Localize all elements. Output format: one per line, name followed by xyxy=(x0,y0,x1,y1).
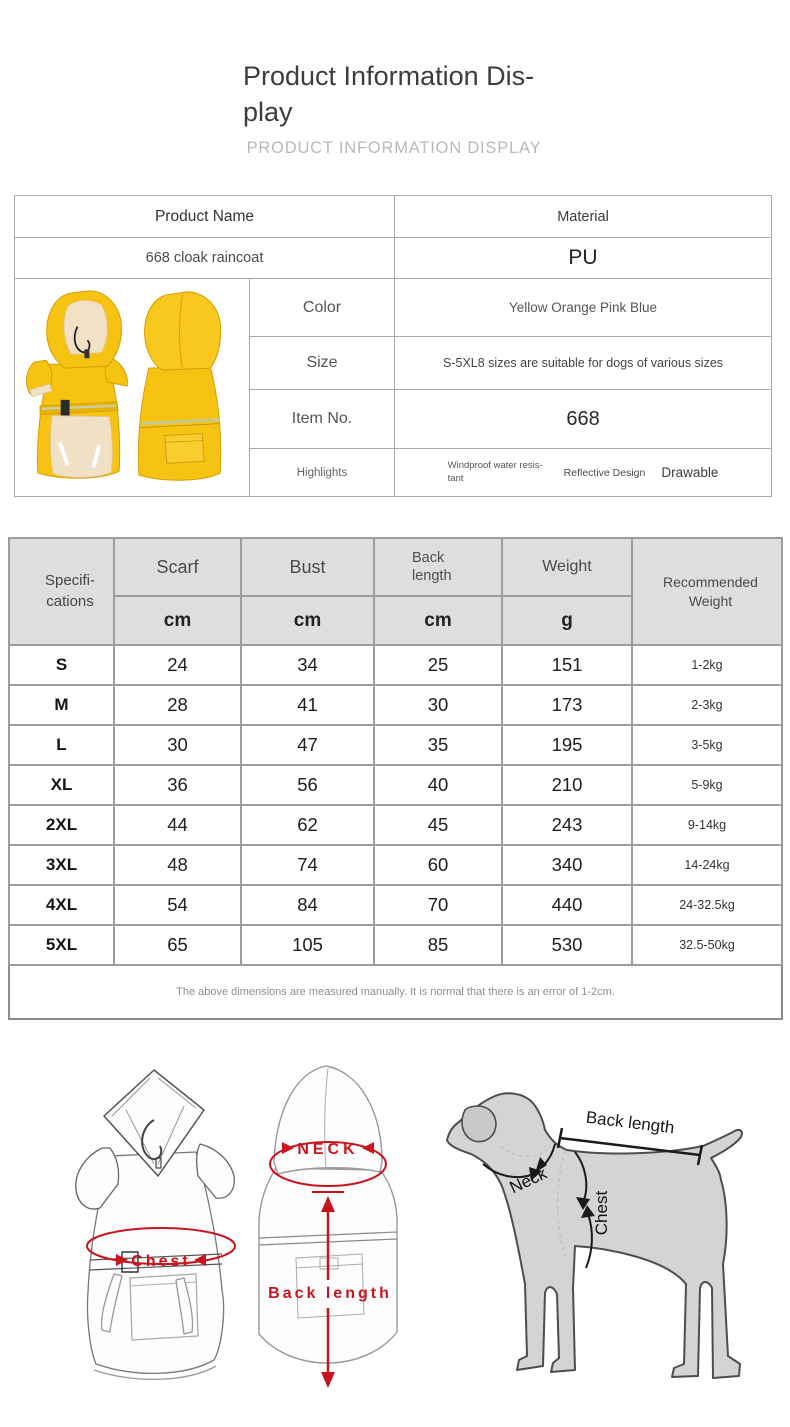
size-label: Size xyxy=(250,337,395,390)
product-photo-cell xyxy=(15,279,250,497)
col-header-recommended: Recommended Weight xyxy=(632,538,782,645)
dog-measurement-diagram xyxy=(445,1088,745,1393)
measurement-note: The above dimensions are measured manually. It is normal that there is an error of 1-2cm. xyxy=(9,965,782,1019)
bust-cell: 84 xyxy=(241,885,374,925)
neck-label: NECK xyxy=(297,1141,359,1158)
table-row xyxy=(9,845,782,885)
unit-weight: g xyxy=(502,596,632,645)
col-header-scarf: Scarf xyxy=(114,538,241,596)
recommended-cell: 9-14kg xyxy=(632,805,782,845)
weight-cell: 210 xyxy=(502,765,632,805)
size-cell: XL xyxy=(9,765,114,805)
weight-cell: 340 xyxy=(502,845,632,885)
color-label: Color xyxy=(250,279,395,337)
highlight-windproof: Windproof water resis-tant xyxy=(447,460,543,484)
recommended-cell: 14-24kg xyxy=(632,845,782,885)
recommended-cell: 3-5kg xyxy=(632,725,782,765)
weight-cell: 530 xyxy=(502,925,632,965)
raincoat-back-photo xyxy=(138,292,220,480)
page-title-line1: Product Information Dis- xyxy=(243,61,535,91)
dog-neck-label: Neck xyxy=(506,1163,550,1198)
weight-cell: 151 xyxy=(502,645,632,685)
back-length-label: Back length xyxy=(268,1285,392,1302)
bust-cell: 56 xyxy=(241,765,374,805)
material-value: PU xyxy=(395,238,772,279)
table-row xyxy=(9,765,782,805)
recommended-cell: 2-3kg xyxy=(632,685,782,725)
weight-cell: 173 xyxy=(502,685,632,725)
recommended-cell: 1-2kg xyxy=(632,645,782,685)
bust-cell: 41 xyxy=(241,685,374,725)
col-header-back-length: Back length xyxy=(374,538,502,596)
item-no-value: 668 xyxy=(395,390,772,449)
dog-back-length-label: Back length xyxy=(584,1107,676,1138)
back-length-cell: 45 xyxy=(374,805,502,845)
item-no-label: Item No. xyxy=(250,390,395,449)
highlights-value xyxy=(395,449,772,497)
product-info-table xyxy=(14,195,772,497)
size-cell: M xyxy=(9,685,114,725)
recommended-cell: 5-9kg xyxy=(632,765,782,805)
bust-cell: 62 xyxy=(241,805,374,845)
back-length-cell: 35 xyxy=(374,725,502,765)
recommended-cell: 32.5-50kg xyxy=(632,925,782,965)
unit-back-length: cm xyxy=(374,596,502,645)
bust-cell: 74 xyxy=(241,845,374,885)
product-name-header: Product Name xyxy=(15,196,395,238)
raincoat-back-sketch xyxy=(248,1062,408,1392)
scarf-cell: 65 xyxy=(114,925,241,965)
size-value: S-5XL8 sizes are suitable for dogs of various sizes xyxy=(395,337,772,390)
highlights-label: Highlights xyxy=(250,449,395,497)
back-length-cell: 40 xyxy=(374,765,502,805)
scarf-cell: 28 xyxy=(114,685,241,725)
size-cell: 5XL xyxy=(9,925,114,965)
table-row xyxy=(9,685,782,725)
table-row xyxy=(9,725,782,765)
back-length-cell: 25 xyxy=(374,645,502,685)
table-row xyxy=(9,805,782,845)
weight-cell: 440 xyxy=(502,885,632,925)
size-cell: S xyxy=(9,645,114,685)
back-length-cell: 60 xyxy=(374,845,502,885)
size-chart-table xyxy=(8,537,783,1020)
table-row xyxy=(9,925,782,965)
scarf-cell: 24 xyxy=(114,645,241,685)
page-header xyxy=(243,58,545,158)
spec-header: Specifi-cations xyxy=(9,538,114,645)
unit-bust: cm xyxy=(241,596,374,645)
table-row xyxy=(9,645,782,685)
page-subtitle: PRODUCT INFORMATION DISPLAY xyxy=(246,139,542,157)
size-cell: 2XL xyxy=(9,805,114,845)
scarf-cell: 36 xyxy=(114,765,241,805)
dog-chest-label: Chest xyxy=(592,1190,611,1236)
scarf-cell: 54 xyxy=(114,885,241,925)
highlight-reflective: Reflective Design xyxy=(563,466,646,479)
size-cell: 3XL xyxy=(9,845,114,885)
arrow-down-icon xyxy=(321,1372,335,1388)
bust-cell: 105 xyxy=(241,925,374,965)
product-name-value: 668 cloak raincoat xyxy=(15,238,395,279)
page-title xyxy=(243,58,545,130)
scarf-cell: 30 xyxy=(114,725,241,765)
col-header-weight: Weight xyxy=(502,538,632,596)
page-title-line2: play xyxy=(243,97,293,127)
col-header-bust: Bust xyxy=(241,538,374,596)
highlight-drawable: Drawable xyxy=(661,465,719,481)
weight-cell: 243 xyxy=(502,805,632,845)
material-header: Material xyxy=(395,196,772,238)
size-cell: L xyxy=(9,725,114,765)
back-length-cell: 85 xyxy=(374,925,502,965)
bust-cell: 34 xyxy=(241,645,374,685)
size-cell: 4XL xyxy=(9,885,114,925)
raincoat-front-photo xyxy=(26,291,127,478)
dog-ear xyxy=(462,1106,496,1142)
back-length-cell: 70 xyxy=(374,885,502,925)
scarf-cell: 44 xyxy=(114,805,241,845)
raincoat-front-sketch xyxy=(66,1064,251,1384)
bust-cell: 47 xyxy=(241,725,374,765)
scarf-cell: 48 xyxy=(114,845,241,885)
table-row xyxy=(9,885,782,925)
back-length-cell: 30 xyxy=(374,685,502,725)
product-photo xyxy=(16,279,249,491)
chest-label: Chest xyxy=(131,1253,191,1270)
recommended-cell: 24-32.5kg xyxy=(632,885,782,925)
unit-scarf: cm xyxy=(114,596,241,645)
color-value: Yellow Orange Pink Blue xyxy=(395,279,772,337)
weight-cell: 195 xyxy=(502,725,632,765)
